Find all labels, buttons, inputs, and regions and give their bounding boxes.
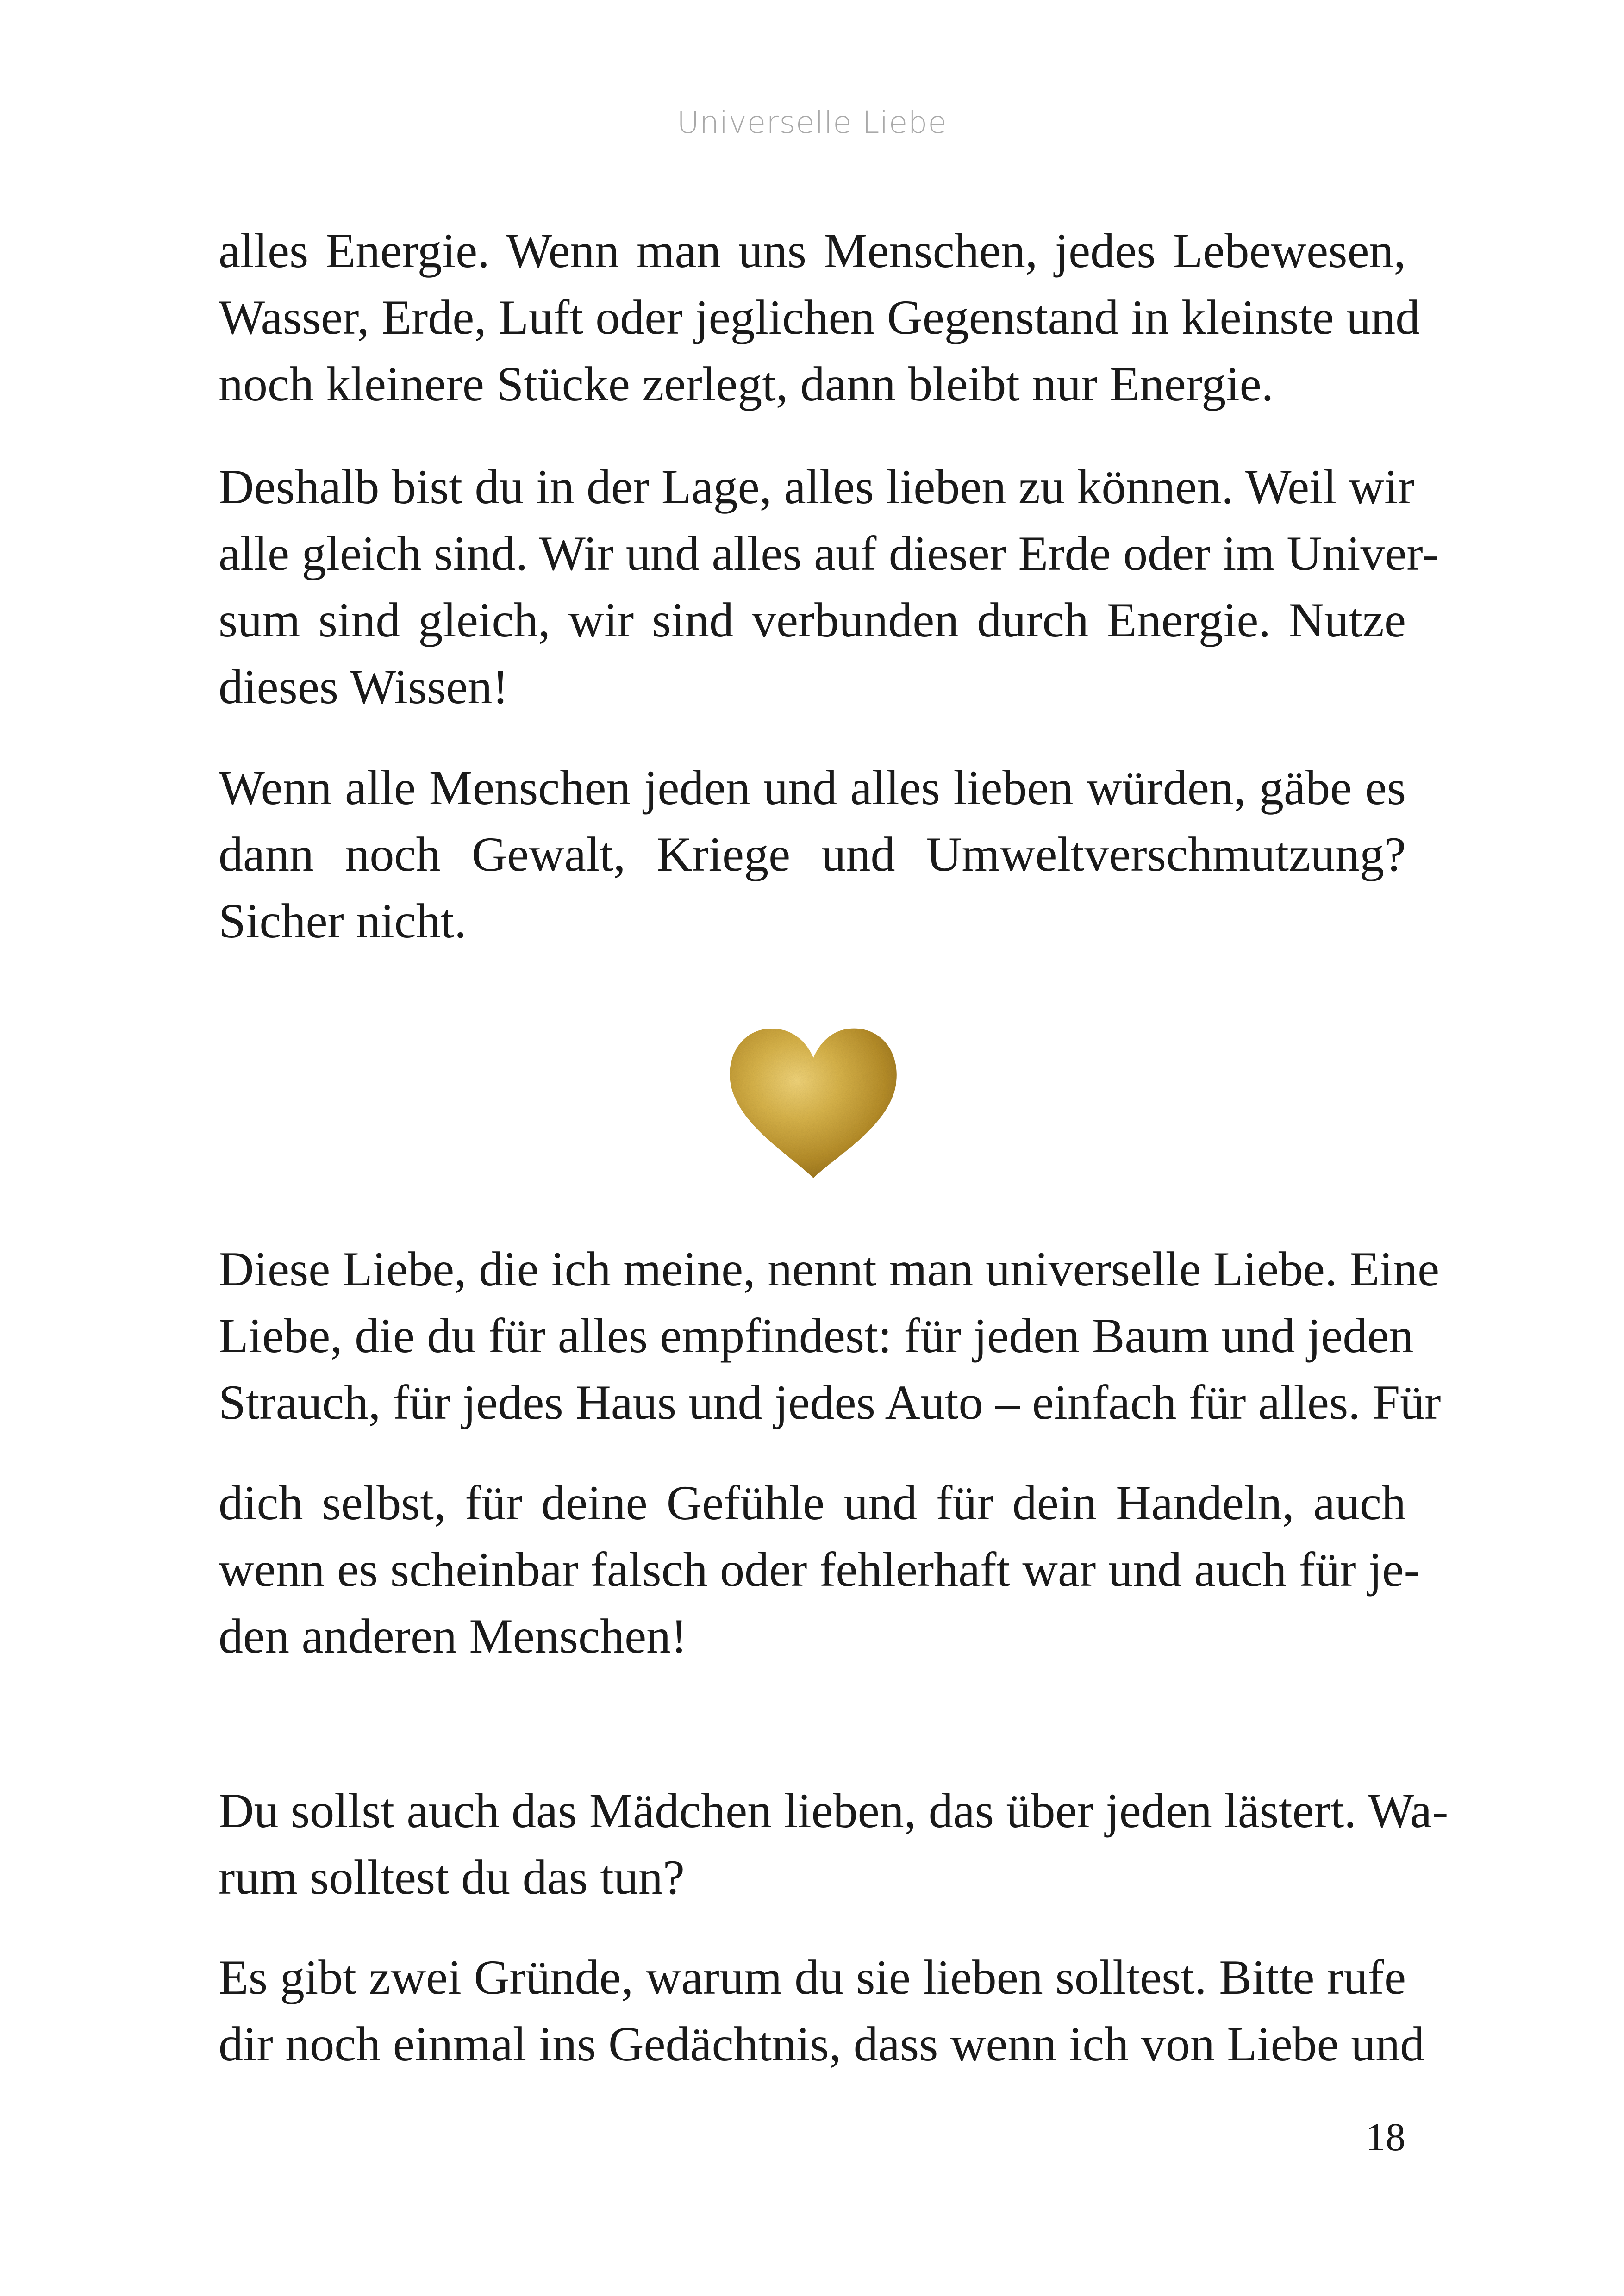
text-line: alle gleich sind. Wir und alles auf dieser Erde oder im Univer-: [219, 526, 1438, 580]
text-line: sum sind gleich, wir sind verbunden durch Energie. Nutze: [219, 593, 1406, 647]
text-line: noch kleinere Stücke zerlegt, dann bleibt nur Energie.: [219, 357, 1274, 411]
text-line: dieses Wissen!: [219, 660, 509, 714]
text-line: Strauch, für jedes Haus und jedes Auto – einfach für alles. Für: [219, 1375, 1441, 1429]
text-line: Wenn alle Menschen jeden und alles lieben würden, gäbe es: [219, 761, 1406, 815]
paragraph-dich-selbst: [219, 1470, 1420, 1670]
text-line: Du sollst auch das Mädchen lieben, das über jeden lästert. Wa-: [219, 1784, 1449, 1838]
paragraph-deshalb: [219, 454, 1438, 720]
text-line: Diese Liebe, die ich meine, nennt man universelle Liebe. Eine: [219, 1242, 1440, 1296]
text-line: dich selbst, für deine Gefühle und für dein Handeln, auch: [219, 1476, 1406, 1530]
page-number: 18: [1366, 2115, 1405, 2159]
text-line: Liebe, die du für alles empfindest: für jeden Baum und jeden: [219, 1309, 1414, 1363]
text-line: den anderen Menschen!: [219, 1609, 687, 1663]
text-line: dann noch Gewalt, Kriege und Umweltverschmutzung?: [219, 827, 1406, 881]
text-line: Sicher nicht.: [219, 894, 467, 948]
paragraph-wenn-alle: [219, 755, 1406, 955]
paragraph-energy: [219, 218, 1420, 418]
gold-heart-icon: [723, 1018, 904, 1185]
paragraph-maedchen: [219, 1778, 1449, 1911]
text-line: wenn es scheinbar falsch oder fehlerhaft war und auch für je-: [219, 1542, 1420, 1597]
text-line: alles Energie. Wenn man uns Menschen, jedes Lebewesen,: [219, 224, 1406, 278]
paragraph-zwei-gruende: [219, 1944, 1425, 2078]
text-line: Wasser, Erde, Luft oder jeglichen Gegenstand in kleinste und: [219, 290, 1420, 344]
paragraph-diese-liebe: [219, 1236, 1441, 1436]
text-line: Es gibt zwei Gründe, warum du sie lieben solltest. Bitte rufe: [219, 1950, 1406, 2004]
text-line: Deshalb bist du in der Lage, alles lieben zu können. Weil wir: [219, 460, 1414, 514]
text-line: rum solltest du das tun?: [219, 1850, 685, 1904]
running-header: Universelle Liebe: [677, 105, 947, 140]
text-line: dir noch einmal ins Gedächtnis, dass wenn ich von Liebe und: [219, 2017, 1425, 2071]
